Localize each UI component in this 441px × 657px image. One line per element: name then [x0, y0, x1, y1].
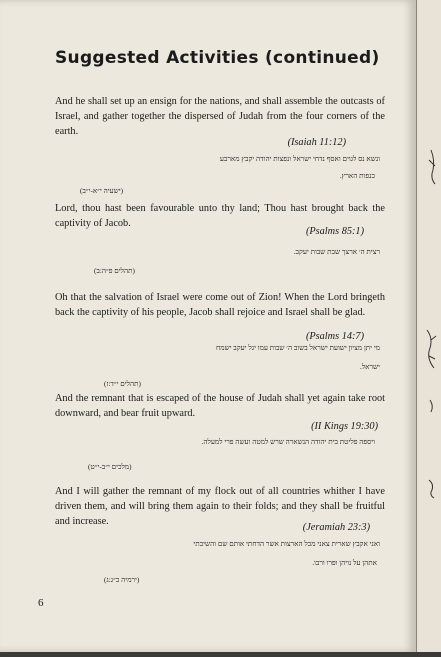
hebrew-verse-line: כנפות הארץ.	[339, 172, 375, 180]
passage-english: And the remnant that is escaped of the house of Judah shall yet again take root downward, and bear fruit upward.	[55, 393, 385, 419]
passage-citation: (II Kings 19:30)	[311, 421, 378, 432]
page-number: 6	[38, 597, 44, 609]
hebrew-verse-line: ישראל.	[360, 363, 380, 371]
passage-citation: (Psalms 14:7)	[305, 331, 364, 342]
hebrew-citation: (ירמיה כ״ג:ג)	[104, 576, 140, 584]
passage-citation: (Isaiah 11:12)	[287, 137, 346, 148]
passage-english: Oh that the salvation of Israel were come out of Zion! When the Lord bringeth back the captivity of his people, Jacob shall rejoice and Israel shall be glad.	[55, 292, 385, 318]
hebrew-citation: (ישעיה י״א-י״ב)	[80, 187, 124, 195]
hebrew-citation: (תהלים פ״ה:ב)	[94, 267, 135, 275]
hebrew-verse-line: אתהן על נויהן ופרו ורבו.	[312, 559, 377, 567]
page-heading: Suggested Activities (continued)	[55, 48, 380, 68]
facing-page-illustration	[417, 0, 441, 652]
hebrew-citation: (תהלים י״ד:ז)	[104, 380, 141, 388]
hebrew-verse-line: רצית ה׳ ארצך שבת שבות יעקב.	[293, 248, 380, 256]
hebrew-verse-line: מי יתן מציון ישועת ישראל בשוב ה׳ שבות עמו יגל יעקב ישמח	[216, 344, 380, 352]
passage-citation: (Psalms 85:1)	[305, 226, 364, 237]
passage-english: Lord, thou hast been favourable unto thy land; Thou hast brought back the captivity of Jacob.	[55, 203, 385, 229]
facing-page-edge	[416, 0, 441, 652]
hebrew-verse-line: ואני אקבץ שארית צאני מכל הארצות אשר הדחתי אותם שם והשיבתי	[193, 540, 380, 548]
passage-citation: (Jeramiah 23:3)	[302, 522, 370, 533]
hebrew-verse-line: ונשא נס לגוים ואסף נדחי ישראל ונפצות יהודה יקבץ מארבע	[219, 155, 380, 163]
hebrew-citation: (מלכים י״ב-י״ט)	[88, 463, 132, 471]
passage-english: And I will gather the remnant of my flock out of all countries whither I have driven them, and will bring them again to their folds; and they shall be fruitful and increase.	[55, 486, 385, 527]
hebrew-verse-line: ויספה פליטת בית יהודה הנשארה שרש למטה ועשה פרי למעלה.	[201, 438, 375, 446]
passage-english: And he shall set up an ensign for the nations, and shall assemble the outcasts of Israel, and gather together the dispersed of Judah from the four corners of the earth.	[55, 96, 385, 137]
